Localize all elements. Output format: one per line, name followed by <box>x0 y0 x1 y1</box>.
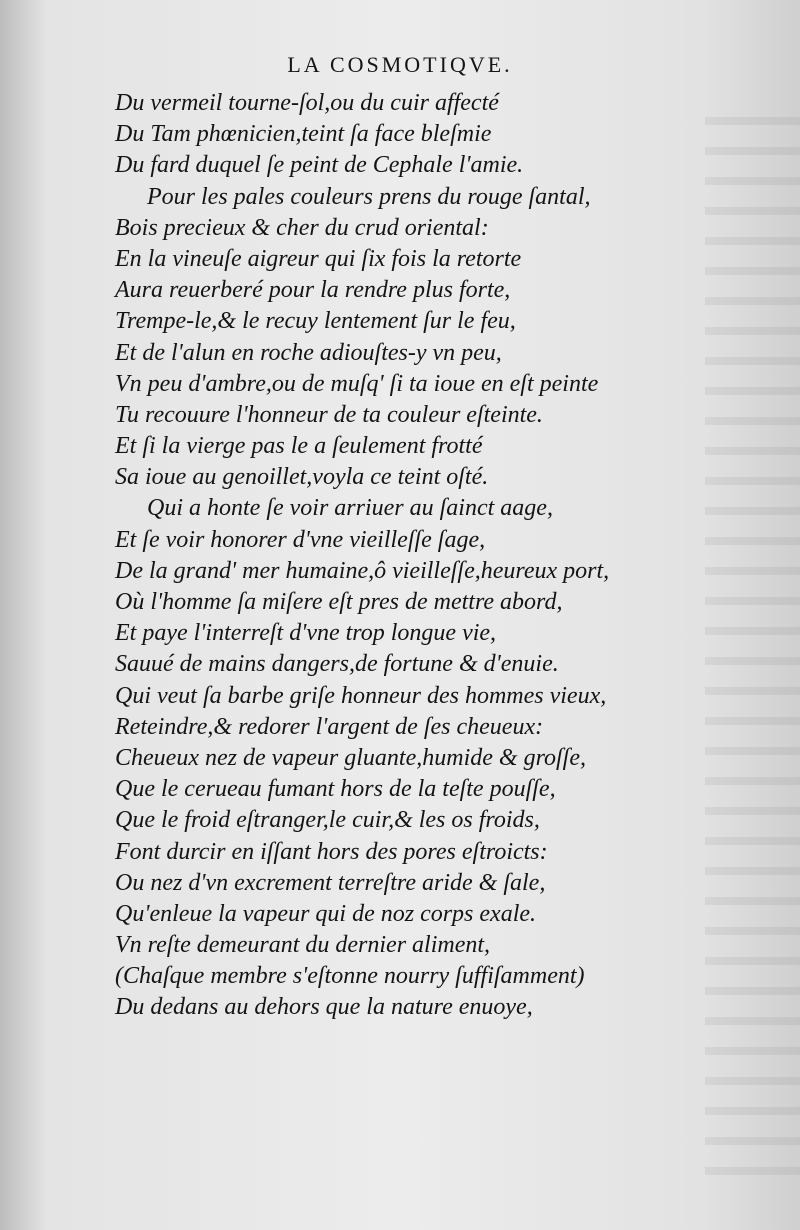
verse-line: Trempe-le,& le recuy lentement ſur le feu, <box>115 308 516 335</box>
verse-line: Sa ioue au genoillet,voyla ce teint oſté. <box>115 464 489 491</box>
verse-line: En la vineuſe aigreur qui ſix fois la retorte <box>115 245 522 272</box>
verse-line: De la grand' mer humaine,ô vieilleſſe,heureux port, <box>115 557 610 584</box>
verse-line: Vn peu d'ambre,ou de muſq' ſi ta ioue en eſt peinte <box>115 370 599 397</box>
verse-line: Du Tam phœnicien,teint ſa face bleſmie <box>115 121 492 148</box>
running-head: LA COSMOTIQVE. <box>287 52 513 77</box>
verse-line: Du fard duquel ſe peint de Cephale l'amie. <box>115 152 524 179</box>
verse-line: Et ſe voir honorer d'vne vieilleſſe ſage, <box>115 526 486 553</box>
verse-line: Ou nez d'vn excrement terreſtre aride & ſale, <box>115 869 546 896</box>
verse-line: Aura reuerberé pour la rendre plus forte, <box>115 277 511 304</box>
verse-line: Du vermeil tourne-ſol,ou du cuir affecté <box>115 90 499 116</box>
verse-line: Qui a honte ſe voir arriuer au ſainct aage, <box>147 495 553 522</box>
verse-line: Du dedans au dehors que la nature enuoye, <box>115 994 533 1021</box>
verse-line: Vn reſte demeurant du dernier aliment, <box>115 932 491 959</box>
verse-line: Et paye l'interreſt d'vne trop longue vie, <box>115 620 497 647</box>
bleed-through-text <box>705 95 800 1175</box>
verse-line: Cheueux nez de vapeur gluante,humide & groſſe, <box>115 744 586 771</box>
verse-line: Sauué de mains dangers,de fortune & d'enuie. <box>115 651 559 678</box>
verse-line: Reteindre,& redorer l'argent de ſes cheueux: <box>115 713 544 740</box>
verse-block <box>115 88 715 1024</box>
verse-line: Que le froid eſtranger,le cuir,& les os froids, <box>115 807 540 834</box>
verse-line: Font durcir en iſſant hors des pores eſtroicts: <box>115 838 548 865</box>
verse-line: Tu recouure l'honneur de ta couleur eſteinte. <box>115 401 543 428</box>
verse-line: Que le cerueau fumant hors de la teſte pouſſe, <box>115 776 556 803</box>
verse-line: Qui veut ſa barbe griſe honneur des hommes vieux, <box>115 682 607 709</box>
verse-line: Et de l'alun en roche adiouſtes-y vn peu, <box>115 339 502 366</box>
verse-line: (Chaſque membre s'eſtonne nourry ſuffiſamment) <box>115 963 585 990</box>
verse-line: Bois precieux & cher du crud oriental: <box>115 214 489 241</box>
verse-line: Et ſi la vierge pas le a ſeulement frotté <box>115 433 483 460</box>
verse-line: Qu'enleue la vapeur qui de noz corps exale. <box>115 900 537 927</box>
verse-line: Où l'homme ſa miſere eſt pres de mettre abord, <box>115 589 563 615</box>
verse-line: Pour les pales couleurs prens du rouge ſantal, <box>147 183 591 210</box>
